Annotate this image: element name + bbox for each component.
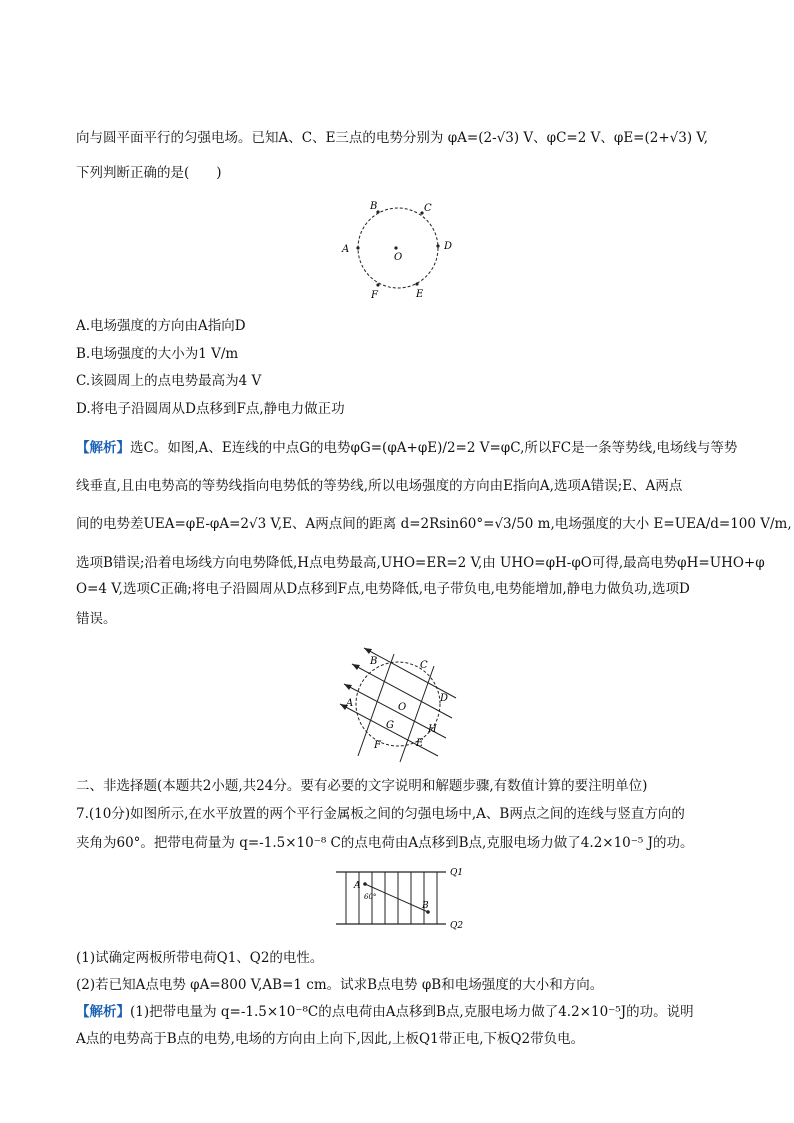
field-lines-figure [334,646,464,766]
q7-line1: 7.(10分)如图所示,在水平放置的两个平行金属板之间的匀强电场中,A、B两点之间的连线与竖直方向的 [76,806,685,822]
section2-heading: 二、非选择题(本题共2小题,共24分。要有必要的文字说明和解题步骤,有数值计算的要注明单位) [76,778,648,794]
q6-analysis-line3: 间的电势差UEA=φE-φA=2√3 V,E、A两点间的距离 d=2Rsin60°=√3/50 m,电场强度的大小 E=UEA/d=100 V/m, [76,516,792,532]
option-c: C.该圆周上的点电势最高为4 V [76,373,262,389]
label-D: D [444,241,453,252]
q6-analysis-line4: 选项B错误;沿着电场线方向电势降低,H点电势最高,UHO=ER=2 V,由 UHO=φH-φO可得,最高电势φH=UHO+φ [76,555,765,571]
plates-figure [332,864,472,934]
q6-analysis-line5: O=4 V,选项C正确;将电子沿圆周从D点移到F点,电势降低,电子带负电,电势能增加,静电力做负功,选项D [76,581,690,597]
q6-stem-line2: 下列判断正确的是( ) [76,165,222,181]
q7-sub2: (2)若已知A点电势 φA=800 V,AB=1 cm。试求B点电势 φB和电场强度的大小和方向。 [76,977,604,993]
fig2-label-O: O [398,702,407,713]
q7-analysis-line2: A点的电势高于B点的电势,电场的方向由上向下,因此,上板Q1带正电,下板Q2带负电。 [76,1031,585,1047]
fig2-label-D: D [440,693,449,704]
fig2-label-A: A [346,698,354,709]
label-E: E [416,289,424,300]
fig2-label-F: F [374,740,381,751]
label-B: B [370,201,378,212]
plates-angle-label: 60° [364,893,377,901]
q7-analysis-text-1: (1)把带电量为 q=-1.5×10⁻⁸C的点电荷由A点移到B点,克服电场力做了4.2×10⁻⁵J的功。说明 [130,1004,694,1020]
plates-label-B: B [422,901,429,911]
option-a: A.电场强度的方向由A指向D [76,318,246,334]
fig2-label-B: B [370,656,378,667]
q6-analysis-line2: 线垂直,且由电势高的等势线指向电势低的等势线,所以电场强度的方向由E指向A,选项A错误;E、A两点 [76,478,683,494]
label-F: F [371,290,378,301]
fig2-label-C: C [420,660,428,671]
label-A: A [342,244,350,255]
q7-analysis-line1 [76,1002,754,1022]
q6-analysis-line6: 错误。 [76,611,117,627]
analysis-tag: 【解析】 [76,440,130,456]
option-d: D.将电子沿圆周从D点移到F点,静电力做正功 [76,401,345,417]
q7-analysis-tag: 【解析】 [76,1004,130,1020]
plates-label-Q2: Q2 [450,921,464,931]
q7-line2: 夹角为60°。把带电荷量为 q=-1.5×10⁻⁸ C的点电荷由A点移到B点,克服电场力做了4.2×10⁻⁵ J的功。 [76,835,694,851]
label-O: O [394,252,403,263]
option-b: B.电场强度的大小为1 V/m [76,346,239,362]
q6-stem-line1: 向与圆平面平行的匀强电场。已知A、C、E三点的电势分别为 φA=(2-√3) V、φC=2 V、φE=(2+√3) V, [76,130,709,146]
plates-label-Q1: Q1 [450,868,464,878]
circle-figure [338,196,458,306]
fig2-label-G: G [386,720,394,731]
analysis-text-1: 选C。如图,A、E连线的中点G的电势φG=(φA+φE)/2=2 V=φC,所以FC是一条等势线,电场线与等势 [130,440,738,456]
plates-label-A: A [354,881,361,891]
label-C: C [424,203,432,214]
q7-sub1: (1)试确定两板所带电荷Q1、Q2的电性。 [76,950,324,966]
fig2-label-E: E [416,738,424,749]
fig2-label-H: H [428,724,437,735]
q6-analysis-line1 [76,438,754,458]
